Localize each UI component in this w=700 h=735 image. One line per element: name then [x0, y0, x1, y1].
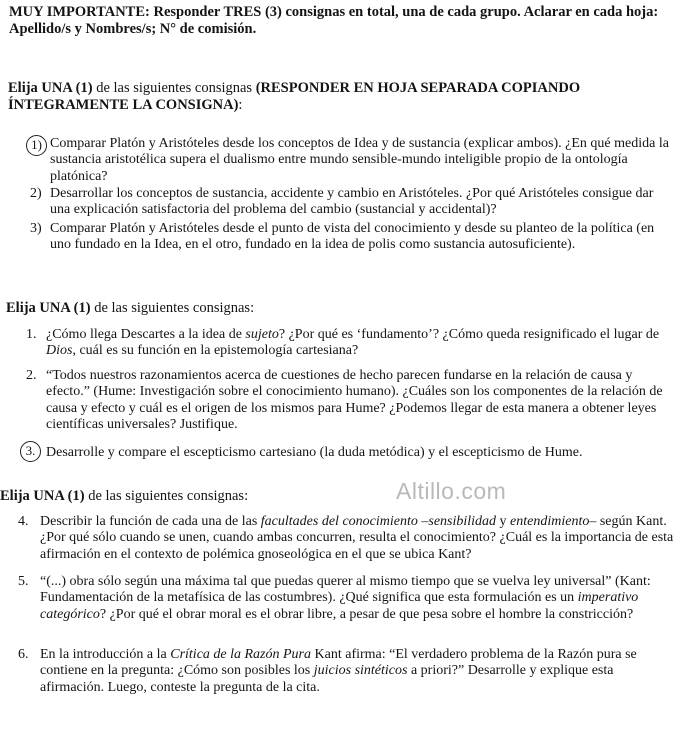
- section1-title: [8, 80, 678, 114]
- circled-number: 3.: [20, 441, 41, 462]
- item-text: ? ¿Por qué el obrar moral es el obrar libre, a pesar de que pesa sobre el hombre la constricción?: [99, 606, 634, 622]
- section2-title-count: Elija UNA (1): [6, 300, 91, 316]
- section1-item1-number: [26, 135, 47, 156]
- item-text: Kant afirma: “El verdadero problema de la Razón pura se contiene en la pregunta: ¿Cómo son posibles los: [40, 647, 637, 679]
- section2-title: [6, 300, 676, 317]
- section3-title-text: de las siguientes consignas:: [84, 488, 249, 504]
- item-italic: sujeto: [245, 327, 279, 342]
- instructions-header: [9, 4, 685, 38]
- section2-item2-number: 2.: [26, 368, 37, 383]
- item-text: , cuál es su función en la epistemología cartesiana?: [72, 343, 359, 359]
- section1-item3: Comparar Platón y Aristóteles desde el punto de vista del conocimiento y desde su planteo de la política (en uno fundado en la Idea, en el otro, fundado en la idea de polis como sustancia autosuficiente).: [50, 221, 655, 253]
- section3-item6: [40, 647, 676, 696]
- item-text: a priori?” Desarrolle y explique esta afirmación. Luego, conteste la pregunta de la cita.: [40, 663, 614, 695]
- section3-item4-number: 4.: [18, 514, 29, 529]
- circled-number: 1): [26, 135, 47, 156]
- section2-item1: [46, 327, 676, 360]
- item-italic: imperativo categórico: [40, 590, 639, 622]
- item-italic: Dios: [46, 343, 73, 359]
- item-text: Describir la función de cada una de las: [40, 514, 261, 529]
- section3-item5: [40, 574, 676, 623]
- item-text: En la introducción a la: [40, 647, 171, 662]
- section2-title-text: de las siguientes consignas:: [90, 300, 255, 316]
- item-italic: Crítica de la Razón Pura: [170, 647, 312, 662]
- section1-item1: Comparar Platón y Aristóteles desde los conceptos de Idea y de sustancia (explicar ambos). ¿En qué medida la sustancia aristotélica supera el dualismo entre mundo sensible-mundo inteligible propio de la ontología platónica?: [50, 136, 669, 184]
- section1-title-count: Elija UNA (1): [8, 80, 93, 96]
- section1-item3-number: 3): [30, 221, 42, 236]
- item-text: según Kant. ¿Por qué sólo cuando se unen, cuando ambas concurren, resulta el conocimiento? ¿Cuál es la importancia de esta afirmación en el contexto de polémica gnoseológica en el que se ubica Kant?: [40, 514, 674, 562]
- section3-title: [0, 488, 400, 505]
- item-italic: entendimiento–: [510, 514, 597, 529]
- item-italic: facultades del conocimiento –sensibilidad: [260, 514, 497, 529]
- section3-title-count: Elija UNA (1): [0, 488, 85, 504]
- section2-item1-number: 1.: [26, 327, 37, 342]
- section1-item2: Desarrollar los conceptos de sustancia, accidente y cambio en Aristóteles. ¿Por qué Aristóteles consigue dar una explicación satisfactoria del problema del cambio (sustancial y accidental)?: [50, 186, 654, 218]
- section1-title-text: de las siguientes consignas: [92, 80, 256, 96]
- section3-item5-number: 5.: [18, 574, 29, 589]
- item-text: y: [496, 514, 511, 529]
- item-text: “(...) obra sólo según una máxima tal que puedas querer al mismo tiempo que se vuelva ley universal” (Kant: Fundamentación de la metafísica de las costumbres). ¿Qué significa que esta formulación es un: [40, 574, 651, 606]
- section2-item3-number: [20, 441, 41, 462]
- watermark-logo: Altillo.com: [396, 478, 507, 504]
- header-bold: MUY IMPORTANTE:: [9, 4, 150, 20]
- section3-item6-number: 6.: [18, 647, 29, 662]
- section3-item4: [40, 514, 676, 563]
- item-text: ? ¿Por qué es ‘fundamento’? ¿Cómo queda resignificado el lugar de: [278, 327, 660, 342]
- item-text: ¿Cómo llega Descartes a la idea de: [46, 327, 246, 342]
- header-text: Responder TRES (3) consignas en total, una de cada grupo. Aclarar en cada hoja: Apellido/s y Nombres/s; N° de comisión.: [9, 4, 659, 37]
- section1-title-instruction: (RESPONDER EN HOJA SEPARADA COPIANDO ÍNTEGRAMENTE LA CONSIGNA): [8, 80, 581, 113]
- section1-item2-number: 2): [30, 186, 42, 201]
- item-italic: juicios sintéticos: [313, 663, 408, 679]
- section1-title-colon: :: [238, 97, 243, 113]
- section2-item2: “Todos nuestros razonamientos acerca de cuestiones de hecho parecen fundarse en la relación de causa y efecto.” (Hume: Investigación sobre el conocimiento humano). ¿Cuáles son los componentes de la relación de causa y efecto y cuál es el origen de los mismos para Hume? ¿Podemos llegar de esta manera a obtener leyes científicas universales? Justifique.: [46, 368, 663, 432]
- section2-item3: Desarrolle y compare el escepticismo cartesiano (la duda metódica) y el escepticismo de Hume.: [46, 445, 583, 460]
